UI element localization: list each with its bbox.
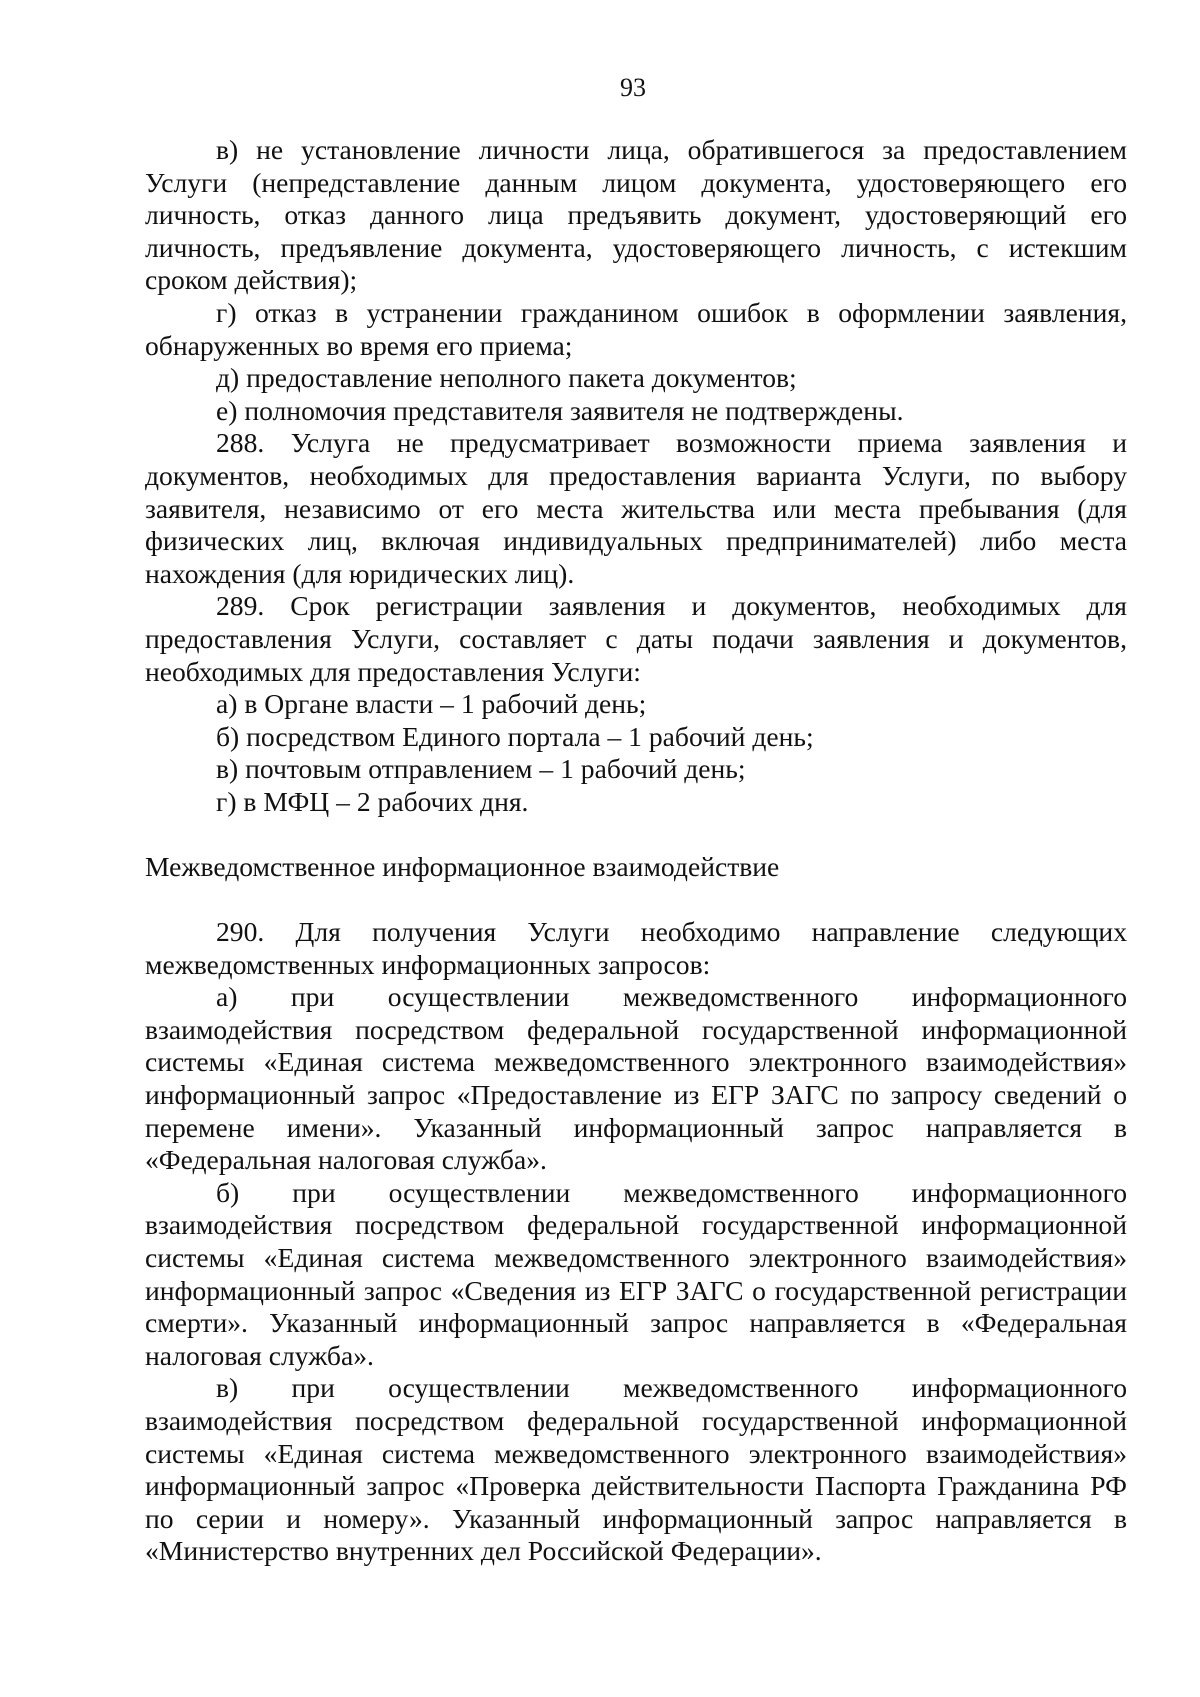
paragraph-290-v: в) при осуществлении межведомственного информационного взаимодействия посредством федеральной государственной информационной системы «Единая система межведомственного электронного взаимодействия» информационный запрос «Проверка действительности Паспорта Гражданина РФ по серии и номеру». Указанный информационный запрос направляется в «Министерство внутренних дел Российской Федерации». [145,1372,1127,1567]
paragraph-289-b: б) посредством Единого портала – 1 рабочий день; [216,720,814,752]
paragraph-refusal-g: г) отказ в устранении гражданином ошибок в оформлении заявления, обнаруженных во время его приема; [145,296,1127,361]
page-number: 93 [620,73,646,102]
document-body [145,134,1127,1568]
paragraph-refusal-v: в) не установление личности лица, обратившегося за предоставлением Услуги (непредставление данным лицом документа, удостоверяющего его личность, отказ данного лица предъявить документ, удостоверяющий его личность, предъявление документа, удостоверяющего личность, с истекшим сроком действия); [145,134,1127,296]
paragraph-288: 288. Услуга не предусматривает возможности приема заявления и документов, необходимых для предоставления варианта Услуги, по выбору заявителя, независимо от его места жительства или места пребывания (для физических лиц, включая индивидуальных предпринимателей) либо места нахождения (для юридических лиц). [145,427,1127,589]
paragraph-refusal-e: е) полномочия представителя заявителя не подтверждены. [216,394,904,426]
paragraph-289: 289. Срок регистрации заявления и документов, необходимых для предоставления Услуги, составляет с даты подачи заявления и документов, необходимых для предоставления Услуги: [145,590,1127,687]
paragraph-289-v: в) почтовым отправлением – 1 рабочий день; [216,753,746,785]
paragraph-290-a: а) при осуществлении межведомственного информационного взаимодействия посредством федеральной государственной информационной системы «Единая система межведомственного электронного взаимодействия» информационный запрос «Предоставление из ЕГР ЗАГС по запросу сведений о перемене имени». Указанный информационный запрос направляется в «Федеральная налоговая служба». [145,981,1127,1176]
paragraph-289-a: а) в Органе власти – 1 рабочий день; [216,688,647,720]
paragraph-290-b: б) при осуществлении межведомственного информационного взаимодействия посредством федеральной государственной информационной системы «Единая система межведомственного электронного взаимодействия» информационный запрос «Сведения из ЕГР ЗАГС о государственной регистрации смерти». Указанный информационный запрос направляется в «Федеральная налоговая служба». [145,1176,1127,1371]
paragraph-290: 290. Для получения Услуги необходимо направление следующих межведомственных информационных запросов: [145,916,1127,980]
paragraph-refusal-d: д) предоставление неполного пакета документов; [216,362,797,394]
section-heading: Межведомственное информационное взаимодействие [145,851,780,883]
paragraph-289-g: г) в МФЦ – 2 рабочих дня. [216,785,529,817]
